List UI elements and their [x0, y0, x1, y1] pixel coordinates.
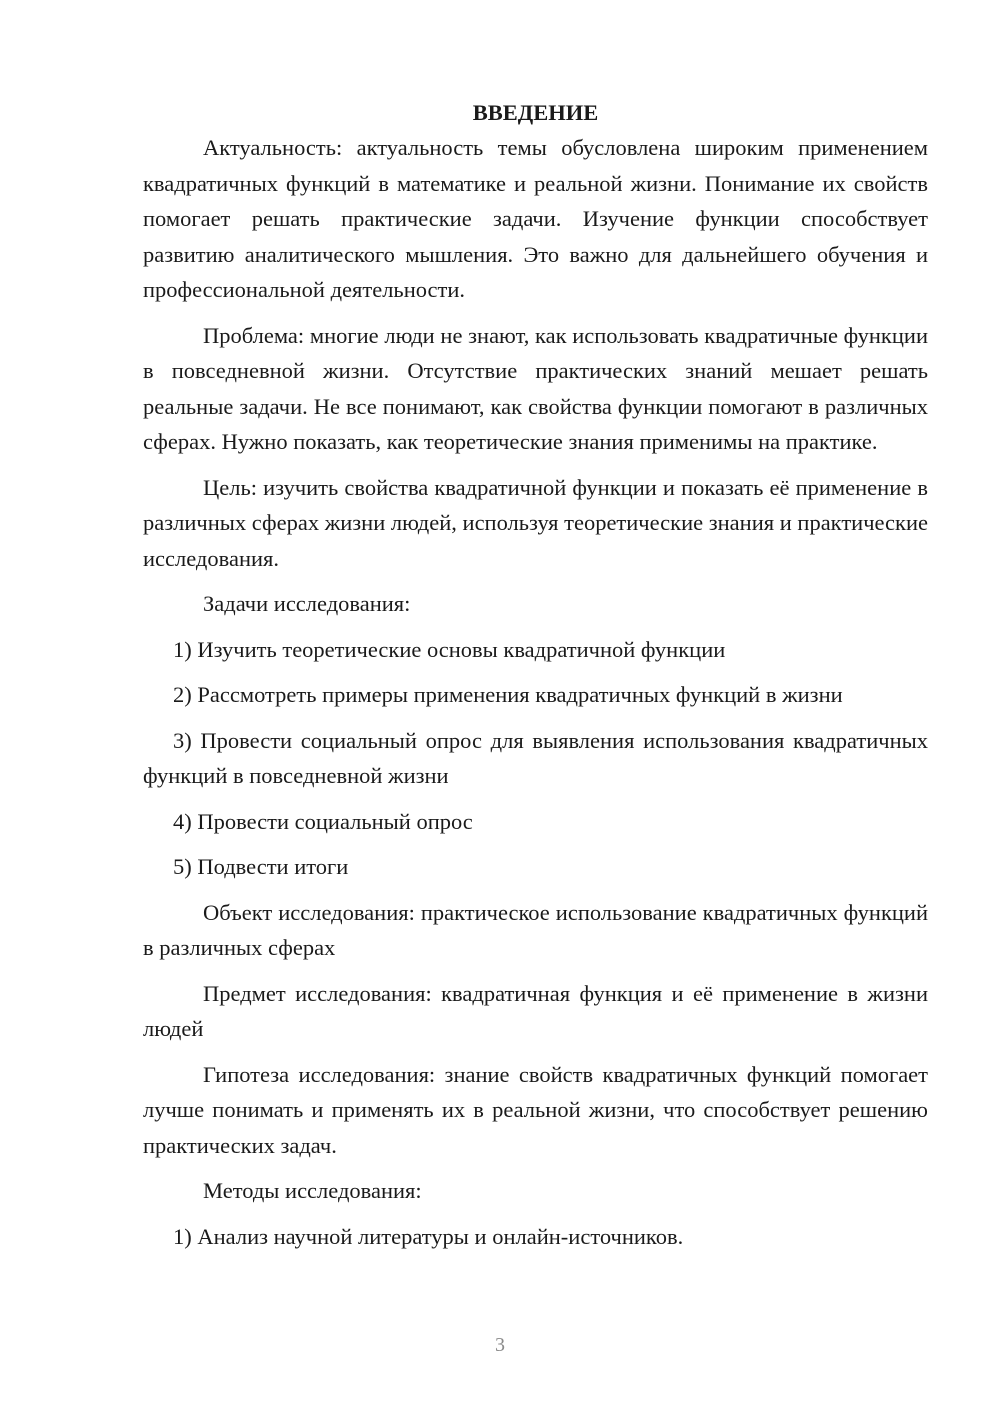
task-item: 3) Провести социальный опрос для выявления использования квадратичных функций в повседневной жизни	[143, 727, 928, 788]
page-number: 3	[495, 1334, 505, 1356]
paragraph-hypothesis: Гипотеза исследования: знание свойств квадратичных функций помогает лучше понимать и применять их в реальной жизни, что способствует решению практических задач.	[143, 1061, 928, 1158]
paragraph-tasks-heading: Задачи исследования:	[203, 591, 411, 616]
paragraph-relevance: Актуальность: актуальность темы обусловлена широким применением квадратичных функций в математике и реальной жизни. Понимание их свойств помогает решать практические задачи. Изучение функции способствует развитию аналитического мышления. Это важно для дальнейшего обучения и профессиональной деятельности.	[143, 135, 928, 302]
page-body	[143, 95, 928, 1264]
method-item: 1) Анализ научной литературы и онлайн-источников.	[173, 1223, 684, 1249]
task-item: 5) Подвести итоги	[173, 854, 349, 879]
paragraph-problem: Проблема: многие люди не знают, как использовать квадратичные функции в повседневной жизни. Отсутствие практических знаний мешает решать реальные задачи. Не все понимают, как свойства функции помогают в различных сферах. Нужно показать, как теоретические знания применимы на практике.	[143, 322, 928, 454]
paragraph-subject: Предмет исследования: квадратичная функция и её применение в жизни людей	[143, 980, 928, 1041]
task-item: 4) Провести социальный опрос	[173, 808, 473, 834]
paragraph-object: Объект исследования: практическое использование квадратичных функций в различных сферах	[143, 899, 928, 960]
paragraph-goal: Цель: изучить свойства квадратичной функции и показать её применение в различных сферах жизни людей, используя теоретические знания и практические исследования.	[143, 474, 928, 571]
task-item: 1) Изучить теоретические основы квадратичной функции	[173, 636, 726, 662]
paragraph-methods-heading: Методы исследования:	[203, 1178, 422, 1203]
page-heading: ВВЕДЕНИЕ	[472, 100, 599, 125]
task-item: 2) Рассмотреть примеры применения квадратичных функций в жизни	[173, 682, 843, 707]
